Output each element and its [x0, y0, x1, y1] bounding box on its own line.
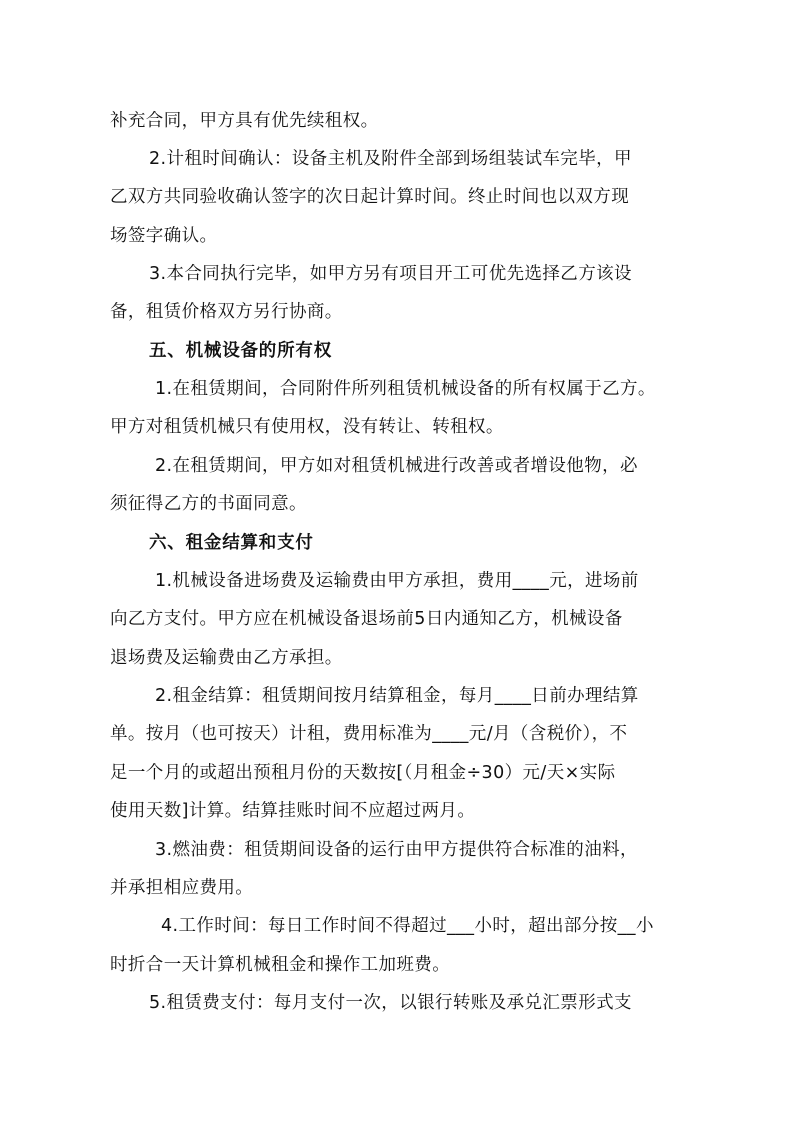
text-line: 补充合同，甲方具有优先续租权。 — [110, 111, 379, 131]
text-line: 2.租金结算：租赁期间按月结算租金，每月____日前办理结算 — [155, 686, 639, 706]
text-line: 2.计租时间确认：设备主机及附件全部到场组装试车完毕，甲 — [149, 149, 632, 169]
section-heading: 六、租金结算和支付 — [149, 533, 314, 553]
text-line: 备，租赁价格双方另行协商。 — [110, 302, 343, 322]
text-line: 3.本合同执行完毕，如甲方另有项目开工可优先选择乙方该设 — [149, 264, 632, 284]
text-line: 1.在租赁期间，合同附件所列租赁机械设备的所有权属于乙方。 — [155, 379, 656, 399]
text-line: 4.工作时间：每日工作时间不得超过___小时，超出部分按__小 — [161, 916, 654, 936]
text-line: 足一个月的或超出预租月份的天数按[（月租金÷30）元/天×实际 — [110, 763, 616, 783]
text-line: 退场费及运输费由乙方承担。 — [110, 648, 343, 668]
text-line: 单。按月（也可按天）计租，费用标准为____元/月（含税价），不 — [110, 724, 628, 744]
text-line: 向乙方支付。甲方应在机械设备退场前5日内通知乙方，机械设备 — [110, 609, 623, 629]
text-line: 使用天数]计算。结算挂账时间不应超过两月。 — [110, 801, 476, 821]
text-line: 时折合一天计算机械租金和操作工加班费。 — [110, 955, 451, 975]
text-line: 场签字确认。 — [110, 226, 218, 246]
text-line: 2.在租赁期间，甲方如对租赁机械进行改善或者增设他物，必 — [155, 456, 638, 476]
text-line: 须征得乙方的书面同意。 — [110, 494, 307, 514]
text-line: 并承担相应费用。 — [110, 878, 254, 898]
text-line: 1.机械设备进场费及运输费由甲方承担，费用____元，进场前 — [155, 571, 639, 591]
text-line: 甲方对租赁机械只有使用权，没有转让、转租权。 — [110, 417, 504, 437]
text-line: 5.租赁费支付：每月支付一次，以银行转账及承兑汇票形式支 — [149, 993, 632, 1013]
text-line: 乙双方共同验收确认签字的次日起计算时间。终止时间也以双方现 — [110, 187, 630, 207]
text-line: 3.燃油费：租赁期间设备的运行由甲方提供符合标准的油料， — [155, 840, 638, 860]
section-heading: 五、机械设备的所有权 — [149, 341, 332, 361]
